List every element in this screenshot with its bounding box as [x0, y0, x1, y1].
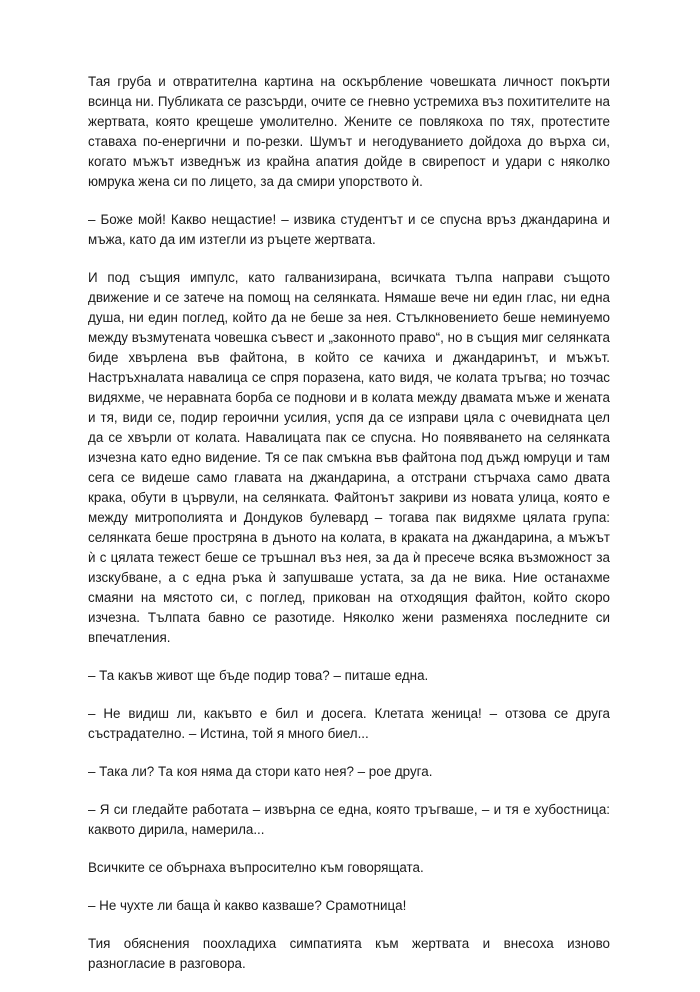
paragraph: – Така ли? Та коя няма да стори като нея? – рое друга.	[88, 764, 433, 779]
paragraph: – Не видиш ли, какъвто е бил и досега. Клетата женица! – отзова се друга състрадателно. – Истина, той я много биел...	[88, 706, 610, 741]
document-body	[88, 72, 610, 992]
paragraph: – Не чухте ли баща ѝ какво казваше? Срамотница!	[88, 898, 407, 913]
paragraph: Тия обяснения поохладиха симпатията към жертвата и внесоха изново разногласие в разговора.	[88, 936, 610, 971]
paragraph: Тая груба и отвратителна картина на оскърбление човешката личност покърти всинца ни. Публиката се разсърди, очите се гневно устремиха въз похитителите на жертвата, която крещеше умолително. Жените се повлякоха по тях, протестите ставаха по-енергични и по-резки. Шумът и негодуванието дойдоха до върха си, когато мъжът изведнъж из крайна апатия дойде в свирепост и удари с няколко юмрука жена си по лицето, за да смири упорството ѝ.	[88, 74, 610, 189]
paragraph: – Боже мой! Какво нещастие! – извика студентът и се спусна връз джандарина и мъжа, като да им изтегли из ръцете жертвата.	[88, 212, 610, 247]
paragraph: Всичките се обърнаха въпросително към говорящата.	[88, 860, 424, 875]
paragraph: И под същия импулс, като галванизирана, всичката тълпа направи същото движение и се затече на помощ на селянката. Нямаше вече ни един глас, ни една душа, ни един поглед, който да не беше за нея. Стълкновението беше неминуемо между възмутената човешка съвест и „законното право“, но в същия миг селянката биде хвърлена във файтона, в който се качиха и джандаринът, и мъжът. Настръхналата навалица се спря поразена, като видя, че колата тръгва; но тозчас видяхме, че неравната борба се поднови и в колата между двамата мъже и жената и тя, види се, подир героични усилия, успя да се изправи цяла с очевидната цел да се хвърли от колата. Навалицата пак се спусна. Но появяването на селянката изчезна като едно видение. Тя се пак смъкна във файтона под дъжд юмруци и там сега се видеше само главата на джандарина, а отстрани стърчаха само двата крака, обути в цървули, на селянката. Файтонът закриви из новата улица, която е между митрополията и Дондуков булевард – тогава пак видяхме цялата група: селянката беше простряна в дъното на колата, в краката на джандарина, а мъжът ѝ с цялата тежест беше се тръшнал въз нея, за да ѝ пресече всяка възможност за изскубване, а с една ръка ѝ запушваше устата, за да не вика. Ние останахме смаяни на мястото си, с поглед, прикован на отходящия файтон, който скоро изчезна. Тълпата бавно се разотиде. Няколко жени разменяха последните си впечатления.	[88, 270, 610, 645]
paragraph: – Та какъв живот ще бъде подир това? – питаше една.	[88, 668, 429, 683]
paragraph: – Я си гледайте работата – извърна се една, която тръгваше, – и тя е хубостница: каквото дирила, намерила...	[88, 802, 610, 837]
